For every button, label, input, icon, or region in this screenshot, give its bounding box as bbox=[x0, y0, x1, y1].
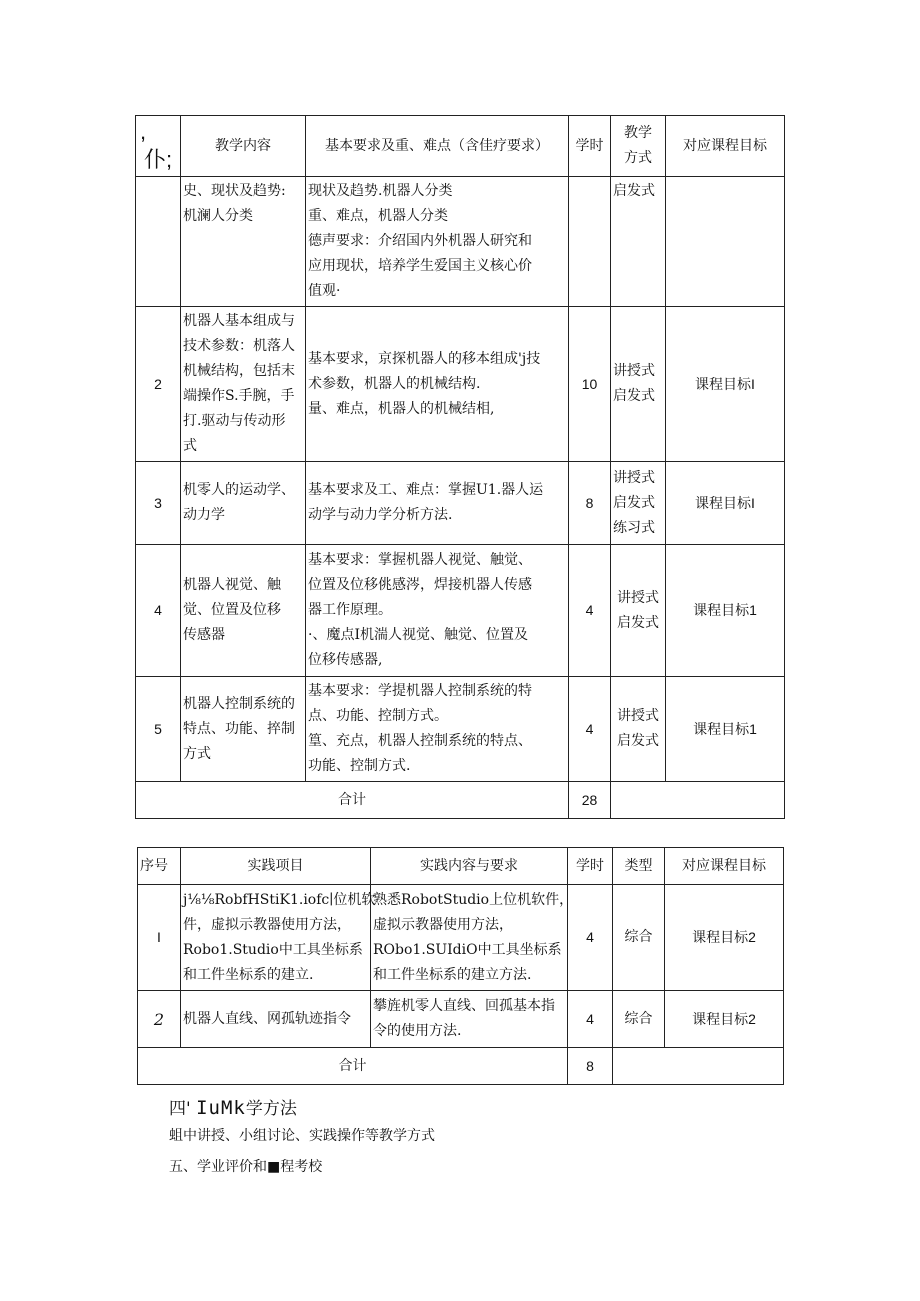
row-num bbox=[136, 177, 181, 307]
row-content bbox=[181, 677, 306, 782]
req-line: 基本要求及工、难点：掌握U1.器人运 bbox=[308, 482, 544, 498]
content-line: 令的使用方法. bbox=[373, 1023, 462, 1039]
row-method bbox=[611, 177, 666, 307]
row-hours: 4 bbox=[569, 677, 611, 782]
section4-title bbox=[169, 1094, 297, 1119]
table-row bbox=[136, 177, 785, 307]
row-hours: 10 bbox=[569, 307, 611, 462]
row-hours: 4 bbox=[568, 991, 613, 1048]
section4-suffix: 学方法 bbox=[245, 1099, 297, 1119]
total-hours: 28 bbox=[569, 782, 611, 819]
method-line: 讲授式 bbox=[613, 363, 655, 379]
req-line: 基本要求，京探机器人的移本组成'j技 bbox=[308, 350, 541, 367]
table2-header-content: 实践内容与要求 bbox=[371, 848, 568, 885]
table2-header-hours: 学时 bbox=[568, 848, 613, 885]
row-num: 4 bbox=[136, 545, 181, 677]
row-method bbox=[611, 677, 666, 782]
table-row bbox=[136, 307, 785, 462]
row-objective: 课程目标I bbox=[666, 307, 785, 462]
content-line: 方式 bbox=[183, 745, 211, 762]
table1-total-row bbox=[136, 782, 785, 819]
row-method bbox=[611, 307, 666, 462]
req-line: 德声要求：介绍国内外机器人研究和 bbox=[308, 233, 532, 249]
row-content bbox=[181, 177, 306, 307]
row-project bbox=[181, 991, 371, 1048]
table2-total-row bbox=[138, 1048, 784, 1085]
req-line: 应用现状，培养学生爱国主义核心价 bbox=[308, 258, 532, 274]
req-line: 基本要求：掌握机器人视觉、触觉、 bbox=[308, 552, 532, 568]
req-line: 功能、控制方式. bbox=[308, 758, 411, 774]
content-line: RObo1.SUIdiO中工具坐标系 bbox=[373, 941, 562, 958]
req-line: 器工作原理。 bbox=[308, 602, 392, 618]
row-content bbox=[371, 885, 574, 991]
row-objective: 课程目标1 bbox=[666, 677, 785, 782]
content-line: 虚拟示教器使用方法， bbox=[373, 916, 513, 933]
table1-header-requirements: 基本要求及重、难点（含佳疗要求） bbox=[306, 116, 569, 177]
content-line: 和工件坐标系的建立方法. bbox=[373, 966, 532, 983]
row-num: I bbox=[138, 885, 181, 991]
method-line: 启发式 bbox=[613, 183, 655, 199]
section4-prefix: 四' bbox=[169, 1099, 191, 1119]
method-line: 启发式 bbox=[613, 494, 655, 511]
row-hours: 8 bbox=[569, 462, 611, 545]
table2-header-type: 类型 bbox=[613, 848, 665, 885]
project-line: 和工件坐标系的建立. bbox=[183, 966, 314, 983]
row-hours bbox=[569, 177, 611, 307]
content-line: 机器人控制系统的 bbox=[183, 695, 295, 712]
content-line: 攀旌机零人直线、回孤基本指 bbox=[373, 998, 555, 1014]
req-line: 值观· bbox=[308, 283, 341, 299]
practice-table bbox=[137, 847, 784, 1085]
row-requirements bbox=[306, 462, 569, 545]
content-line: 传感器 bbox=[183, 627, 225, 643]
row-content bbox=[181, 307, 306, 462]
table1-header-method bbox=[611, 116, 666, 177]
method-line: 讲授式 bbox=[617, 708, 659, 724]
req-line: 位移传感器, bbox=[308, 652, 383, 668]
row-num: 3 bbox=[136, 462, 181, 545]
total-empty bbox=[613, 1048, 784, 1085]
method-line: 练习式 bbox=[613, 519, 655, 536]
header-index-line: 仆; bbox=[143, 147, 173, 172]
method-line: 启发式 bbox=[617, 733, 659, 749]
table-row bbox=[136, 677, 785, 782]
row-objective: 课程目标2 bbox=[665, 885, 784, 991]
row-content bbox=[371, 991, 568, 1048]
table-row bbox=[138, 991, 784, 1048]
course-content-table bbox=[135, 115, 785, 819]
req-line: 现状及趋势.机器人分类 bbox=[308, 183, 453, 199]
section4-garbled: IuMk bbox=[196, 1097, 246, 1119]
table2-header-objective: 对应课程目标 bbox=[665, 848, 784, 885]
content-line: 机器人视觉、触 bbox=[183, 577, 281, 593]
content-line: 机械结构，包括末 bbox=[183, 363, 295, 379]
section5-title: 五、学业评价和■程考校 bbox=[169, 1159, 323, 1175]
req-line: ·、魔点I机湍人视觉、触觉、位置及 bbox=[308, 627, 528, 643]
row-num: 5 bbox=[136, 677, 181, 782]
row-method bbox=[611, 545, 666, 677]
row-hours: 4 bbox=[568, 885, 613, 991]
content-line: 熟悉RobotStudio上位机软件， bbox=[373, 891, 574, 908]
row-num: 2 bbox=[138, 991, 181, 1048]
table1-header-row bbox=[136, 116, 785, 177]
project-line: 机器人直线、网孤轨迹指令 bbox=[183, 1010, 351, 1027]
row-hours: 4 bbox=[569, 545, 611, 677]
content-line: 动力学 bbox=[183, 507, 225, 523]
total-empty bbox=[611, 782, 785, 819]
table1-header-index bbox=[136, 116, 181, 177]
row-requirements bbox=[306, 545, 569, 677]
table2-header-row bbox=[138, 848, 784, 885]
req-line: 动学与动力学分析方法. bbox=[308, 507, 453, 523]
method-line: 讲授式 bbox=[617, 589, 659, 606]
row-num: 2 bbox=[136, 307, 181, 462]
row-type: 综合 bbox=[613, 885, 665, 991]
content-line: 机澜人分类 bbox=[183, 208, 253, 224]
req-line: 位置及位移佻感涔，焊接机器人传感 bbox=[308, 577, 532, 593]
project-line: j⅛⅛RobfHStiK1.iofc∣位机软 bbox=[183, 891, 376, 908]
header-method-line: 方式 bbox=[624, 150, 652, 166]
row-project bbox=[181, 885, 376, 991]
header-index-line: , bbox=[140, 119, 147, 144]
req-line: 点、功能、控制方式。 bbox=[308, 708, 448, 724]
row-objective: 课程目标I bbox=[666, 462, 785, 545]
total-label: 合计 bbox=[136, 782, 569, 819]
table-row bbox=[138, 885, 784, 991]
table1-header-hours: 学时 bbox=[569, 116, 611, 177]
req-line: 篁、充点，机器人控制系统的特点、 bbox=[308, 733, 532, 749]
row-requirements bbox=[306, 307, 569, 462]
total-hours: 8 bbox=[568, 1048, 613, 1085]
row-method bbox=[611, 462, 666, 545]
content-line: 式 bbox=[183, 438, 197, 454]
method-line: 启发式 bbox=[617, 614, 659, 631]
content-line: 打.驱动与传动形 bbox=[183, 413, 286, 429]
row-objective bbox=[666, 177, 785, 307]
content-line: 端操作S.手腕，手 bbox=[183, 388, 295, 404]
total-label: 合计 bbox=[138, 1048, 568, 1085]
content-line: 机零人的运动学、 bbox=[183, 482, 295, 498]
content-line: 技术参数：机落人 bbox=[183, 338, 295, 354]
row-objective: 课程目标1 bbox=[666, 545, 785, 677]
row-content bbox=[181, 462, 306, 545]
section4-text: 蛆中讲授、小组讨论、实践操作等教学方式 bbox=[169, 1128, 435, 1144]
table2-header-project: 实践项目 bbox=[181, 848, 371, 885]
row-type: 综合 bbox=[613, 991, 665, 1048]
table2-header-num: 序号 bbox=[138, 848, 181, 885]
table1-header-objective: 对应课程目标 bbox=[666, 116, 785, 177]
req-line: 术参数，机器人的机械结构. bbox=[308, 375, 481, 392]
row-objective: 课程目标2 bbox=[665, 991, 784, 1048]
content-line: 机器人基本组成与 bbox=[183, 313, 295, 329]
table-row bbox=[136, 545, 785, 677]
row-content bbox=[181, 545, 306, 677]
row-requirements bbox=[306, 177, 569, 307]
table1-header-content: 教学内容 bbox=[181, 116, 306, 177]
table-row bbox=[136, 462, 785, 545]
row-requirements bbox=[306, 677, 569, 782]
req-line: 量、难点，机器人的机械结相, bbox=[308, 400, 495, 417]
project-line: 件，虚拟示教器使用方法， bbox=[183, 916, 351, 933]
header-method-line: 教学 bbox=[624, 125, 652, 141]
req-line: 基本要求：学提机器人控制系统的特 bbox=[308, 683, 532, 699]
project-line: Robo1.Studio中工具坐标系 bbox=[183, 941, 363, 958]
method-line: 讲授式 bbox=[613, 469, 655, 486]
content-line: 觉、位置及位移 bbox=[183, 602, 281, 618]
content-line: 史、现状及趋势: bbox=[183, 183, 286, 199]
content-line: 特点、功能、捽制 bbox=[183, 720, 295, 737]
req-line: 重、难点，机器人分类 bbox=[308, 208, 448, 224]
method-line: 启发式 bbox=[613, 388, 655, 404]
